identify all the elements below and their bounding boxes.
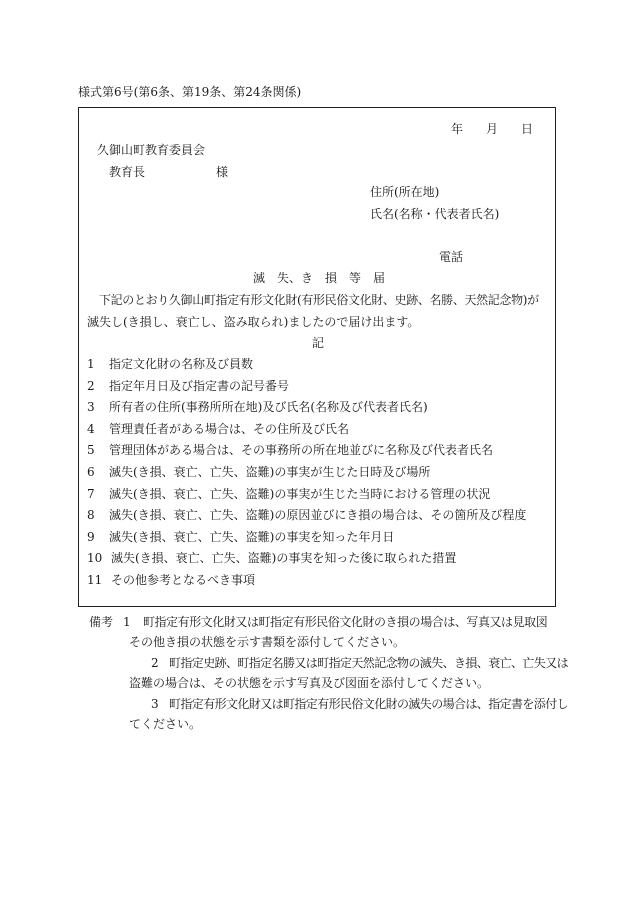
- note-num: 2: [151, 656, 159, 670]
- note-num: 3: [151, 697, 159, 711]
- list-item: 10 滅失(き損、衰亡、亡失、盗難)の事実を知った後に取られた措置: [87, 551, 457, 565]
- notes-label: 備考: [89, 615, 114, 629]
- form-number: 様式第6号(第6条、第19条、第24条関係): [78, 85, 302, 99]
- list-item: 6 滅失(き損、衰亡、亡失、盗難)の事実が生じた日時及び場所: [87, 465, 431, 479]
- addressee-title: 教育長: [109, 165, 146, 179]
- note-line: 町指定有形文化財又は町指定有形民俗文化財のき損の場合は、写真又は見取図: [143, 615, 548, 629]
- note-line: 町指定史跡、町指定名勝又は町指定天然記念物の滅失、き損、衰亡、亡失又は: [169, 656, 569, 670]
- list-item: 8 滅失(き損、衰亡、亡失、盗難)の原因並びにき損の場合は、その箇所及び程度: [87, 508, 527, 522]
- applicant-name-label: 氏名(名称・代表者氏名): [370, 207, 500, 221]
- addressee-organization: 久御山町教育委員会: [97, 143, 206, 157]
- list-item: 4 管理責任者がある場合は、その住所及び氏名: [87, 422, 350, 436]
- applicant-address-label: 住所(所在地): [370, 185, 440, 199]
- body-line-1: 下記のとおり久御山町指定有形文化財(有形民俗文化財、史跡、名勝、天然記念物)が: [99, 293, 539, 307]
- date-day-label: 日: [521, 122, 534, 136]
- date-year-label: 年: [451, 122, 464, 136]
- list-item: 3 所有者の住所(事務所所在地)及び氏名(名称及び代表者氏名): [87, 400, 428, 414]
- list-item: 1 指定文化財の名称及び員数: [87, 357, 254, 371]
- applicant-phone-label: 電話: [439, 250, 464, 264]
- body-line-2: 滅失し(き損し、衰亡し、盗み取られ)ましたので届け出ます。: [87, 315, 420, 329]
- note-num: 1: [123, 615, 131, 629]
- note-line: てください。: [129, 717, 202, 731]
- form-title: 滅 失、き 損 等 届: [253, 271, 386, 285]
- note-line: 盗難の場合は、その状態を示す写真及び図面を添付してください。: [129, 676, 490, 690]
- ki-label: 記: [312, 336, 325, 350]
- note-line: その他き損の状態を示す書類を添付してください。: [129, 635, 406, 649]
- list-item: 11 その他参考となるべき事項: [87, 573, 256, 587]
- list-item: 2 指定年月日及び指定書の記号番号: [87, 379, 290, 393]
- list-item: 7 滅失(き損、衰亡、亡失、盗難)の事実が生じた当時における管理の状況: [87, 487, 491, 501]
- note-line: 町指定有形文化財又は町指定有形民俗文化財の滅失の場合は、指定書を添付し: [169, 697, 569, 711]
- date-month-label: 月: [486, 122, 499, 136]
- addressee-honorific: 様: [216, 165, 229, 179]
- list-item: 5 管理団体がある場合は、その事務所の所在地並びに名称及び代表者氏名: [87, 443, 494, 457]
- list-item: 9 滅失(き損、衰亡、亡失、盗難)の事実を知った年月日: [87, 530, 395, 544]
